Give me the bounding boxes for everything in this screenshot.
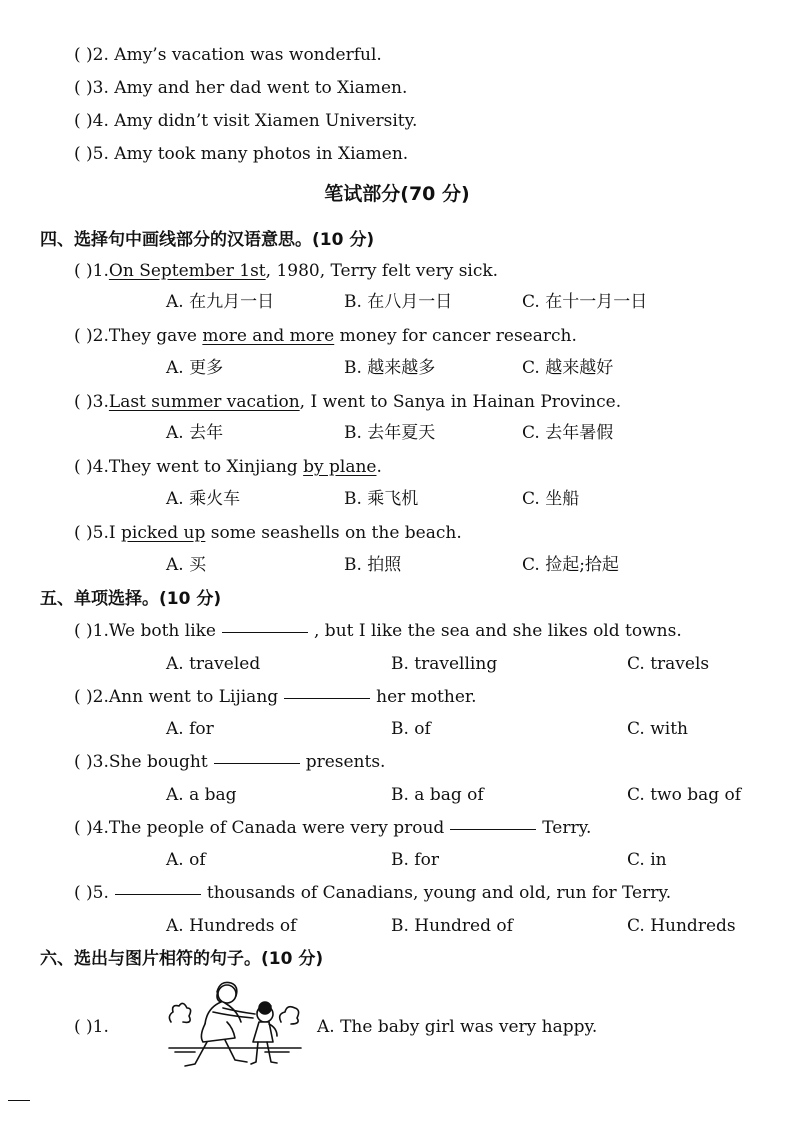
answer-paren[interactable]: ( ) (74, 261, 93, 281)
q-pre: I (108, 523, 122, 543)
answer-paren[interactable]: ( ) (74, 1017, 93, 1037)
s5-question-1 (74, 619, 682, 643)
footer-rule (8, 1100, 30, 1101)
s6-option-a[interactable]: A. The baby girl was very happy. (317, 1017, 598, 1037)
s5-q4-option-b[interactable]: B. for (391, 850, 439, 870)
section4-heading: 四、选择句中画线部分的汉语意思。(10 分) (40, 230, 375, 250)
q-pre: They gave (108, 326, 203, 346)
q-num: 3. (92, 752, 109, 772)
s5-q1-option-b[interactable]: B. travelling (391, 654, 498, 674)
answer-paren[interactable]: ( ) (74, 144, 93, 164)
top-item-2 (74, 43, 382, 67)
q-num: 2. (92, 326, 109, 346)
mother-and-girl-illustration (165, 978, 305, 1078)
q-post: money for cancer research. (334, 326, 577, 346)
item-text: 4. Amy didn’t visit Xiamen University. (92, 111, 418, 131)
q-num: 4. (92, 818, 109, 838)
q-num: 5. (92, 883, 109, 903)
s4-q4-option-c[interactable]: C. 坐船 (522, 489, 580, 509)
s4-q5-option-a[interactable]: A. 买 (166, 555, 207, 575)
item-text: 3. Amy and her dad went to Xiamen. (92, 78, 408, 98)
section5-heading: 五、单项选择。(10 分) (40, 589, 222, 609)
underlined-phrase: On September 1st (108, 261, 266, 281)
q-num: 3. (92, 392, 109, 412)
s4-question-4 (74, 455, 382, 479)
s4-q3-option-b[interactable]: B. 去年夏天 (344, 423, 436, 443)
q-post: . (376, 457, 382, 477)
part-title: 笔试部分(70 分) (324, 183, 470, 205)
answer-blank[interactable] (214, 763, 300, 764)
underlined-phrase: Last summer vacation (108, 392, 300, 412)
s5-q4-option-c[interactable]: C. in (627, 850, 667, 870)
answer-blank[interactable] (450, 829, 536, 830)
s4-question-3 (74, 390, 621, 414)
answer-paren[interactable]: ( ) (74, 523, 93, 543)
q-num: 4. (92, 457, 109, 477)
s5-question-2 (74, 685, 477, 709)
s5-question-5 (74, 881, 671, 905)
s4-q2-option-b[interactable]: B. 越来越多 (344, 358, 436, 378)
top-item-3 (74, 76, 407, 100)
answer-paren[interactable]: ( ) (74, 883, 93, 903)
q-post: some seashells on the beach. (205, 523, 462, 543)
q-pre: We both like (108, 621, 216, 641)
s4-q4-option-a[interactable]: A. 乘火车 (166, 489, 241, 509)
s6-question-1 (74, 1015, 109, 1039)
q-pre: The people of Canada were very proud (108, 818, 445, 838)
q-num: 5. (92, 523, 109, 543)
s5-q4-option-a[interactable]: A. of (166, 850, 206, 870)
answer-paren[interactable]: ( ) (74, 326, 93, 346)
q-num: 2. (92, 687, 109, 707)
s5-q5-option-c[interactable]: C. Hundreds (627, 916, 736, 936)
s4-q5-option-c[interactable]: C. 捡起;拾起 (522, 555, 619, 575)
answer-paren[interactable]: ( ) (74, 687, 93, 707)
answer-paren[interactable]: ( ) (74, 111, 93, 131)
s4-q1-option-b[interactable]: B. 在八月一日 (344, 292, 453, 312)
s5-q2-option-b[interactable]: B. of (391, 719, 431, 739)
answer-blank[interactable] (284, 698, 370, 699)
item-text: 5. Amy took many photos in Xiamen. (92, 144, 409, 164)
s4-question-2 (74, 324, 577, 348)
item-text: 2. Amy’s vacation was wonderful. (92, 45, 382, 65)
q-num: 1. (92, 621, 109, 641)
s5-q2-option-a[interactable]: A. for (166, 719, 214, 739)
answer-blank[interactable] (222, 632, 308, 633)
s4-q3-option-a[interactable]: A. 去年 (166, 423, 224, 443)
top-item-5 (74, 142, 408, 166)
q-post: , 1980, Terry felt very sick. (265, 261, 499, 281)
q-num: 1. (92, 1017, 109, 1037)
answer-paren[interactable]: ( ) (74, 45, 93, 65)
q-post: thousands of Canadians, young and old, run for Terry. (206, 883, 672, 903)
s5-q5-option-b[interactable]: B. Hundred of (391, 916, 513, 936)
s4-q1-option-a[interactable]: A. 在九月一日 (166, 292, 275, 312)
s5-q5-option-a[interactable]: A. Hundreds of (166, 916, 297, 936)
answer-paren[interactable]: ( ) (74, 752, 93, 772)
q-post: her mother. (376, 687, 477, 707)
s4-q2-option-c[interactable]: C. 越来越好 (522, 358, 614, 378)
s4-q1-option-c[interactable]: C. 在十一月一日 (522, 292, 648, 312)
answer-paren[interactable]: ( ) (74, 457, 93, 477)
q-post: Terry. (542, 818, 592, 838)
q-pre: Ann went to Lijiang (108, 687, 279, 707)
answer-paren[interactable]: ( ) (74, 78, 93, 98)
s4-question-1 (74, 259, 498, 283)
s4-q5-option-b[interactable]: B. 拍照 (344, 555, 402, 575)
section6-heading: 六、选出与图片相符的句子。(10 分) (40, 949, 324, 969)
underlined-phrase: by plane (303, 457, 377, 477)
q-pre: They went to Xinjiang (108, 457, 304, 477)
s5-q2-option-c[interactable]: C. with (627, 719, 688, 739)
underlined-phrase: picked up (121, 523, 206, 543)
s4-q3-option-c[interactable]: C. 去年暑假 (522, 423, 614, 443)
q-post: , but I like the sea and she likes old towns. (314, 621, 682, 641)
q-pre: She bought (108, 752, 208, 772)
s4-question-5 (74, 521, 462, 545)
q-post: presents. (305, 752, 386, 772)
s5-q3-option-b[interactable]: B. a bag of (391, 785, 484, 805)
q-num: 1. (92, 261, 109, 281)
s5-q3-option-a[interactable]: A. a bag (166, 785, 237, 805)
answer-blank[interactable] (115, 894, 201, 895)
answer-paren[interactable]: ( ) (74, 818, 93, 838)
s4-q4-option-b[interactable]: B. 乘飞机 (344, 489, 419, 509)
top-item-4 (74, 109, 417, 133)
s5-question-4 (74, 816, 591, 840)
s5-q1-option-a[interactable]: A. traveled (166, 654, 261, 674)
s5-question-3 (74, 750, 385, 774)
answer-paren[interactable]: ( ) (74, 621, 93, 641)
answer-paren[interactable]: ( ) (74, 392, 93, 412)
s4-q2-option-a[interactable]: A. 更多 (166, 358, 224, 378)
underlined-phrase: more and more (202, 326, 335, 346)
q-post: , I went to Sanya in Hainan Province. (299, 392, 622, 412)
s5-q3-option-c[interactable]: C. two bag of (627, 785, 742, 805)
s5-q1-option-c[interactable]: C. travels (627, 654, 710, 674)
